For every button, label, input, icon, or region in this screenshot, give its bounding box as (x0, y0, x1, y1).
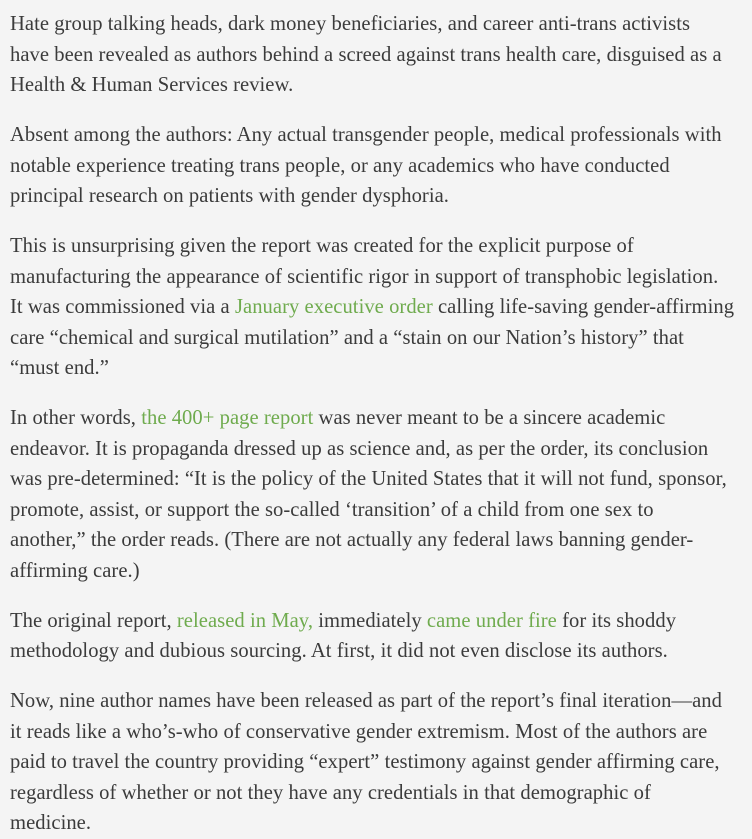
text-line (10, 292, 742, 323)
text-line (10, 151, 742, 182)
text-segment: principal research on patients with gender dysphoria. (10, 185, 449, 208)
inline-link[interactable]: January executive order (234, 296, 433, 319)
text-line (10, 778, 742, 809)
text-segment: was never meant to be a sincere academic (313, 407, 666, 430)
text-line (10, 353, 742, 384)
text-line (10, 556, 742, 587)
article-paragraph (10, 120, 742, 212)
text-segment: Health & Human Services review. (10, 74, 294, 96)
text-line (10, 70, 742, 101)
inline-link[interactable]: came under fire (426, 609, 557, 632)
article-paragraph (10, 403, 742, 586)
article-paragraph (10, 9, 742, 101)
text-line (10, 717, 742, 748)
text-line (10, 231, 742, 262)
text-line (10, 9, 742, 40)
text-segment: immediately (313, 609, 427, 632)
text-segment: Absent among the authors: Any actual transgender people, medical professionals with (10, 124, 722, 147)
text-line (10, 495, 742, 526)
text-segment: notable experience treating trans people, or any academics who have conducted (10, 154, 670, 177)
text-segment: endeavor. It is propaganda dressed up as science and, as per the order, its conclusion (10, 437, 709, 460)
article-paragraph (10, 686, 742, 839)
text-line (10, 636, 742, 667)
text-segment: have been revealed as authors behind a screed against trans health care, disguised as a (10, 43, 722, 66)
text-segment: This is unsurprising given the report was created for the explicit purpose of (10, 235, 634, 258)
text-segment: methodology and dubious sourcing. At first, it did not even disclose its authors. (10, 640, 668, 663)
text-segment: was pre-determined: “It is the policy of the United States that it will not fund, sponsor, (10, 468, 727, 491)
text-line (10, 525, 742, 556)
text-line (10, 464, 742, 495)
text-segment: medicine. (10, 812, 92, 835)
text-segment: care “chemical and surgical mutilation” and a “stain on our Nation’s history” that (10, 326, 684, 349)
text-segment: In other words, (10, 407, 142, 430)
text-segment: Hate group talking heads, dark money beneficiaries, and career anti-trans activists (10, 13, 691, 35)
text-line (10, 434, 742, 465)
text-segment: for its shoddy (556, 609, 677, 632)
text-line (10, 686, 742, 717)
text-segment: manufacturing the appearance of scientific rigor in support of transphobic legislation. (10, 265, 719, 288)
text-line (10, 181, 742, 212)
text-line (10, 323, 742, 354)
text-segment: paid to travel the country providing “expert” testimony against gender affirming care, (10, 751, 720, 774)
text-segment: It was commissioned via a (10, 296, 235, 319)
text-segment: it reads like a who’s-who of conservative gender extremism. Most of the authors are (10, 720, 708, 743)
article-paragraph (10, 231, 742, 384)
text-segment: Now, nine author names have been released as part of the report’s final iteration—and (10, 690, 722, 713)
text-segment: another,” the order reads. (There are not actually any federal laws banning gender- (10, 529, 694, 552)
text-segment: regardless of whether or not they have any credentials in that demographic of (10, 781, 651, 804)
text-line (10, 606, 742, 637)
text-line (10, 747, 742, 778)
text-segment: promote, assist, or support the so-called ‘transition’ of a child from one sex to (10, 498, 654, 521)
text-line (10, 262, 742, 293)
text-line (10, 40, 742, 71)
inline-link[interactable]: released in May, (176, 609, 314, 632)
text-line (10, 120, 742, 151)
inline-link[interactable]: the 400+ page report (141, 407, 314, 430)
article-paragraph (10, 606, 742, 667)
text-segment: calling life-saving gender-affirming (432, 296, 735, 319)
text-line (10, 403, 742, 434)
text-segment: “must end.” (10, 357, 109, 380)
text-segment: affirming care.) (10, 559, 140, 582)
text-segment: The original report, (10, 609, 177, 632)
text-line (10, 808, 742, 839)
